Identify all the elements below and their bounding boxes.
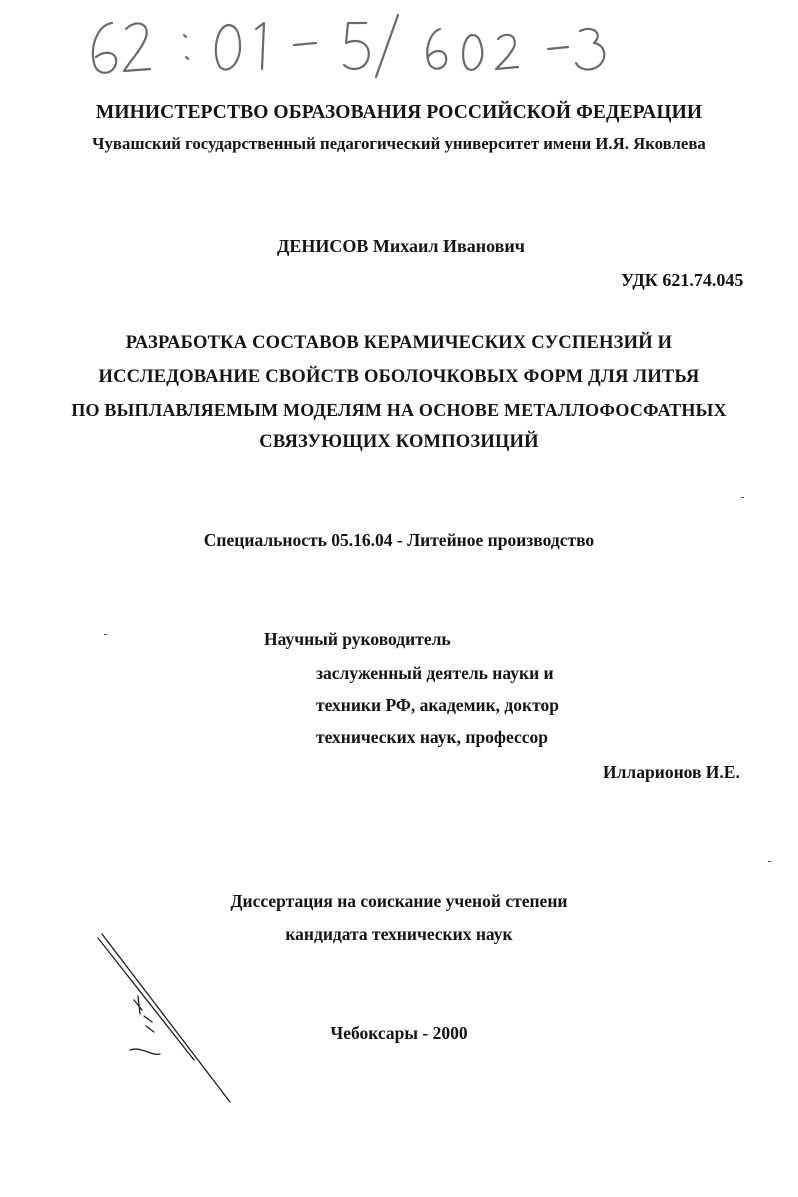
supervisor-title-line-3: технических наук, профессор xyxy=(316,727,549,747)
supervisor-title-line-2: техники РФ, академик, доктор xyxy=(316,695,559,715)
scan-speck xyxy=(768,861,771,862)
thesis-title-line-1: РАЗРАБОТКА СОСТАВОВ КЕРАМИЧЕСКИХ СУСПЕНЗИЙ И xyxy=(125,333,673,353)
author-name: ДЕНИСОВ Михаил Иванович xyxy=(277,236,525,256)
university-name: Чувашский государственный педагогический университет имени И.Я. Яковлева xyxy=(92,134,706,153)
specialty: Специальность 05.16.04 - Литейное производство xyxy=(203,530,595,550)
scan-speck xyxy=(104,634,107,635)
thesis-title-line-2: ИССЛЕДОВАНИЕ СВОЙСТВ ОБОЛОЧКОВЫХ ФОРМ ДЛЯ ЛИТЬЯ xyxy=(98,367,700,387)
supervisor-name: Илларионов И.Е. xyxy=(603,762,740,782)
degree-line-2: кандидата технических наук xyxy=(285,924,513,944)
supervisor-title-line-1: заслуженный деятель науки и xyxy=(316,663,554,683)
thesis-title-line-4: СВЯЗУЮЩИХ КОМПОЗИЦИЙ xyxy=(259,432,539,452)
scan-speck xyxy=(741,497,744,498)
degree-line-1: Диссертация на соискание ученой степени xyxy=(230,891,568,911)
ministry-heading: МИНИСТЕРСТВО ОБРАЗОВАНИЯ РОССИЙСКОЙ ФЕДЕРАЦИИ xyxy=(95,102,703,123)
signature-mark xyxy=(90,930,250,1110)
place-year: Чебоксары - 2000 xyxy=(330,1023,468,1043)
supervisor-heading: Научный руководитель xyxy=(264,629,451,649)
udc-code: УДК 621.74.045 xyxy=(621,270,744,290)
handwritten-archive-note xyxy=(80,5,640,85)
thesis-title-line-3: ПО ВЫПЛАВЛЯЕМЫМ МОДЕЛЯМ НА ОСНОВЕ МЕТАЛЛОФОСФАТНЫХ xyxy=(71,400,727,420)
